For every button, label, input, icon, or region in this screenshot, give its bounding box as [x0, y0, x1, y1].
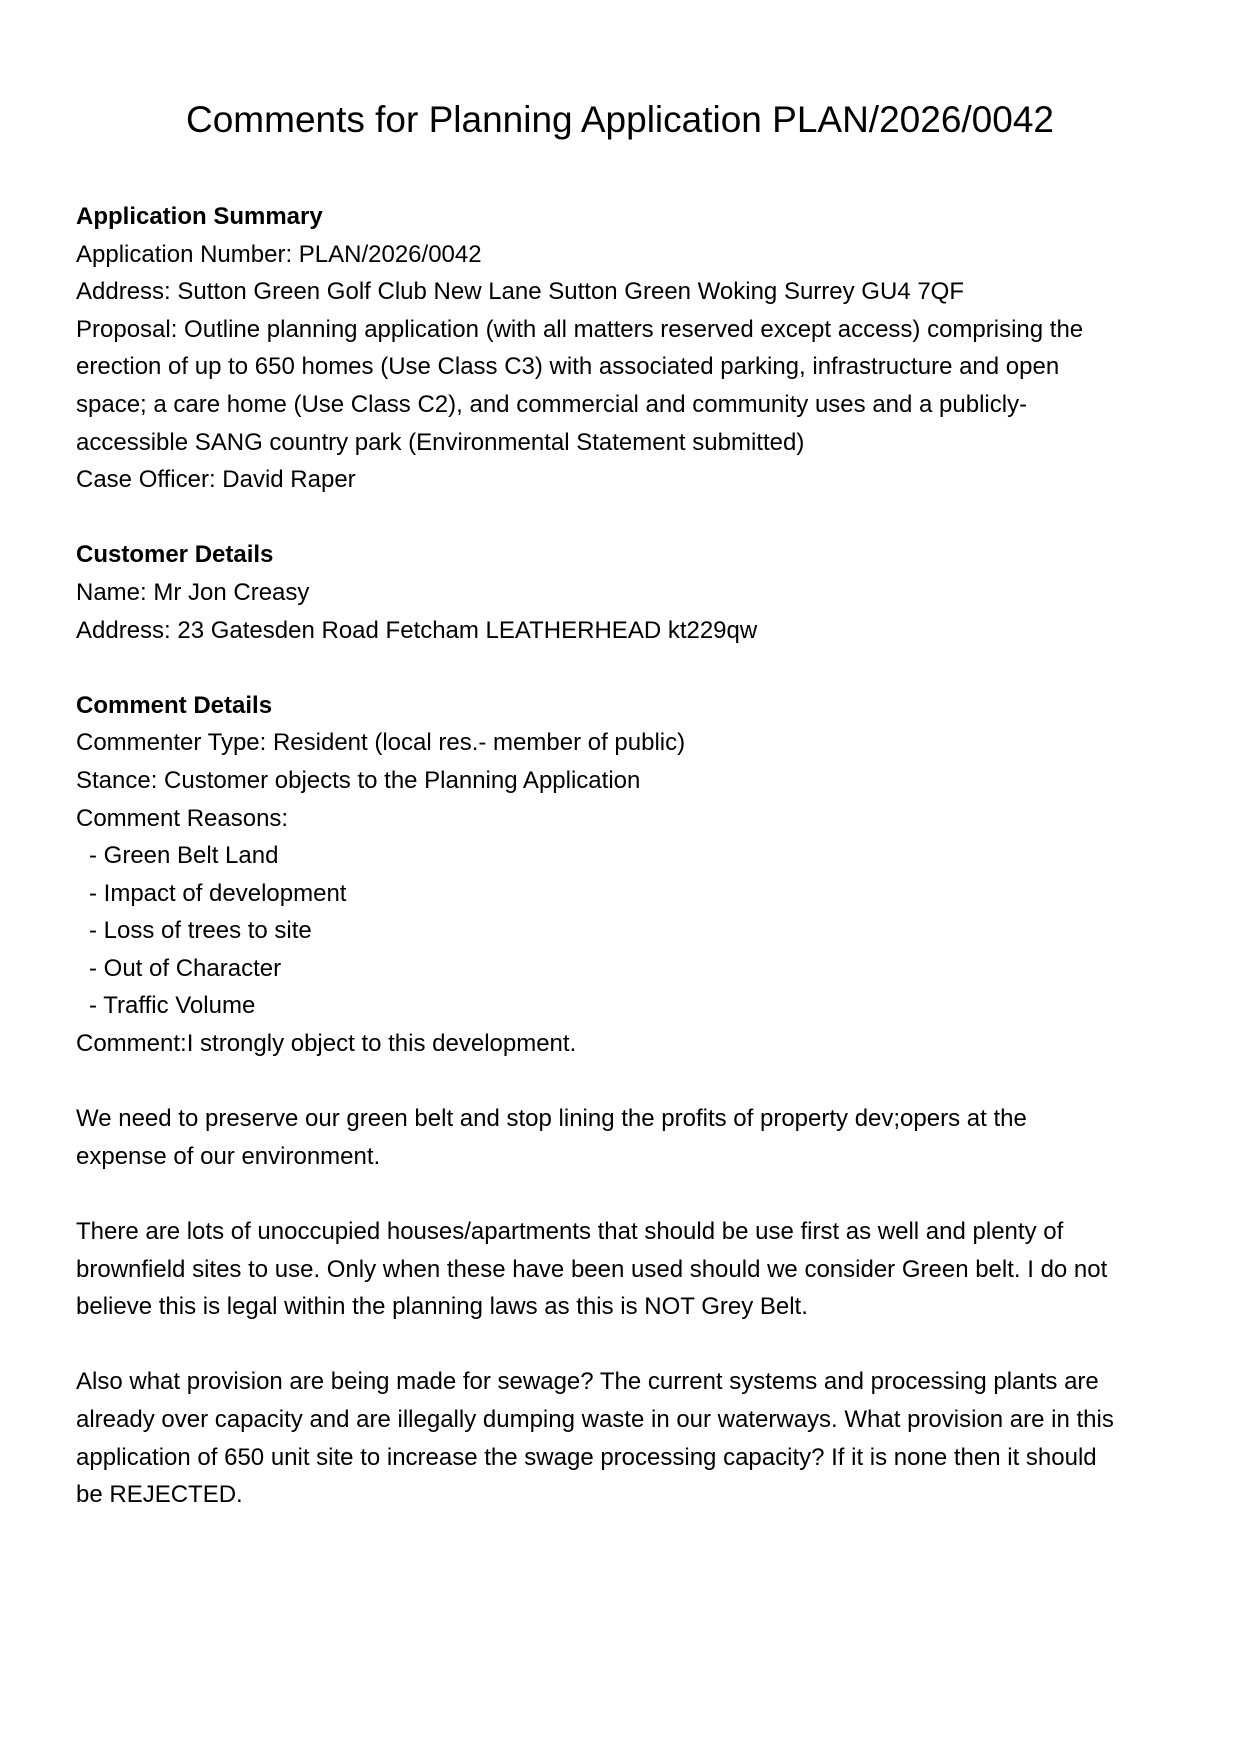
comment-details-heading: Comment Details	[76, 691, 273, 719]
comment-text-first-line: Comment:I strongly object to this development.	[76, 1030, 577, 1058]
comment-line: application of 650 unit site to increase the swage processing capacity? If it is none then it should	[76, 1443, 1097, 1471]
proposal-line: accessible SANG country park (Environmental Statement submitted)	[76, 428, 805, 456]
comment-line: Also what provision are being made for sewage? The current systems and processing plants are	[76, 1368, 1099, 1396]
comment-reasons-label: Comment Reasons:	[76, 804, 289, 832]
customer-name: Name: Mr Jon Creasy	[76, 578, 310, 606]
document-body	[76, 198, 1164, 1514]
application-number: Application Number: PLAN/2026/0042	[76, 240, 482, 268]
application-address: Address: Sutton Green Golf Club New Lane Sutton Green Woking Surrey GU4 7QF	[76, 278, 964, 306]
section-spacer	[76, 499, 1164, 537]
comment-paragraph	[76, 1213, 1164, 1326]
comment-reason-item: - Impact of development	[89, 879, 347, 907]
application-summary-section	[76, 198, 1164, 499]
comment-reason-item: - Traffic Volume	[89, 992, 256, 1020]
proposal-line: Proposal: Outline planning application (with all matters reserved except access) comprising the	[76, 315, 1084, 343]
commenter-type: Commenter Type: Resident (local res.- member of public)	[76, 729, 686, 757]
customer-details-section	[76, 536, 1164, 649]
paragraph-spacer	[76, 1326, 1164, 1364]
comment-paragraph	[76, 1100, 1164, 1175]
comment-line: We need to preserve our green belt and stop lining the profits of property dev;opers at the	[76, 1105, 1027, 1133]
comment-line: already over capacity and are illegally dumping waste in our waterways. What provision are in this	[76, 1406, 1114, 1433]
proposal-line: erection of up to 650 homes (Use Class C3) with associated parking, infrastructure and open	[76, 353, 1060, 381]
paragraph-spacer	[76, 1063, 1164, 1101]
paragraph-spacer	[76, 1175, 1164, 1213]
comment-paragraph	[76, 1363, 1164, 1513]
customer-address: Address: 23 Gatesden Road Fetcham LEATHERHEAD kt229qw	[76, 616, 758, 644]
comment-reason-item: - Loss of trees to site	[89, 917, 312, 945]
comment-line: expense of our environment.	[76, 1142, 381, 1170]
comment-reason-item: - Green Belt Land	[89, 842, 279, 870]
case-officer: Case Officer: David Raper	[76, 466, 356, 494]
comment-line: be REJECTED.	[76, 1481, 243, 1509]
comment-line: There are lots of unoccupied houses/apartments that should be use first as well and plenty of	[76, 1218, 1064, 1246]
customer-details-heading: Customer Details	[76, 541, 274, 569]
proposal-line: space; a care home (Use Class C2), and commercial and community uses and a publicly-	[76, 390, 1028, 418]
comment-line: brownfield sites to use. Only when these have been used should we consider Green belt. I do not	[76, 1255, 1108, 1283]
stance: Stance: Customer objects to the Planning Application	[76, 766, 641, 794]
comment-reason-item: - Out of Character	[89, 954, 282, 982]
section-spacer	[76, 649, 1164, 687]
comment-line: believe this is legal within the planning laws as this is NOT Grey Belt.	[76, 1293, 808, 1321]
comment-details-section	[76, 687, 1164, 1514]
page-title: Comments for Planning Application PLAN/2026/0042	[186, 99, 1054, 140]
application-summary-heading: Application Summary	[76, 203, 323, 230]
